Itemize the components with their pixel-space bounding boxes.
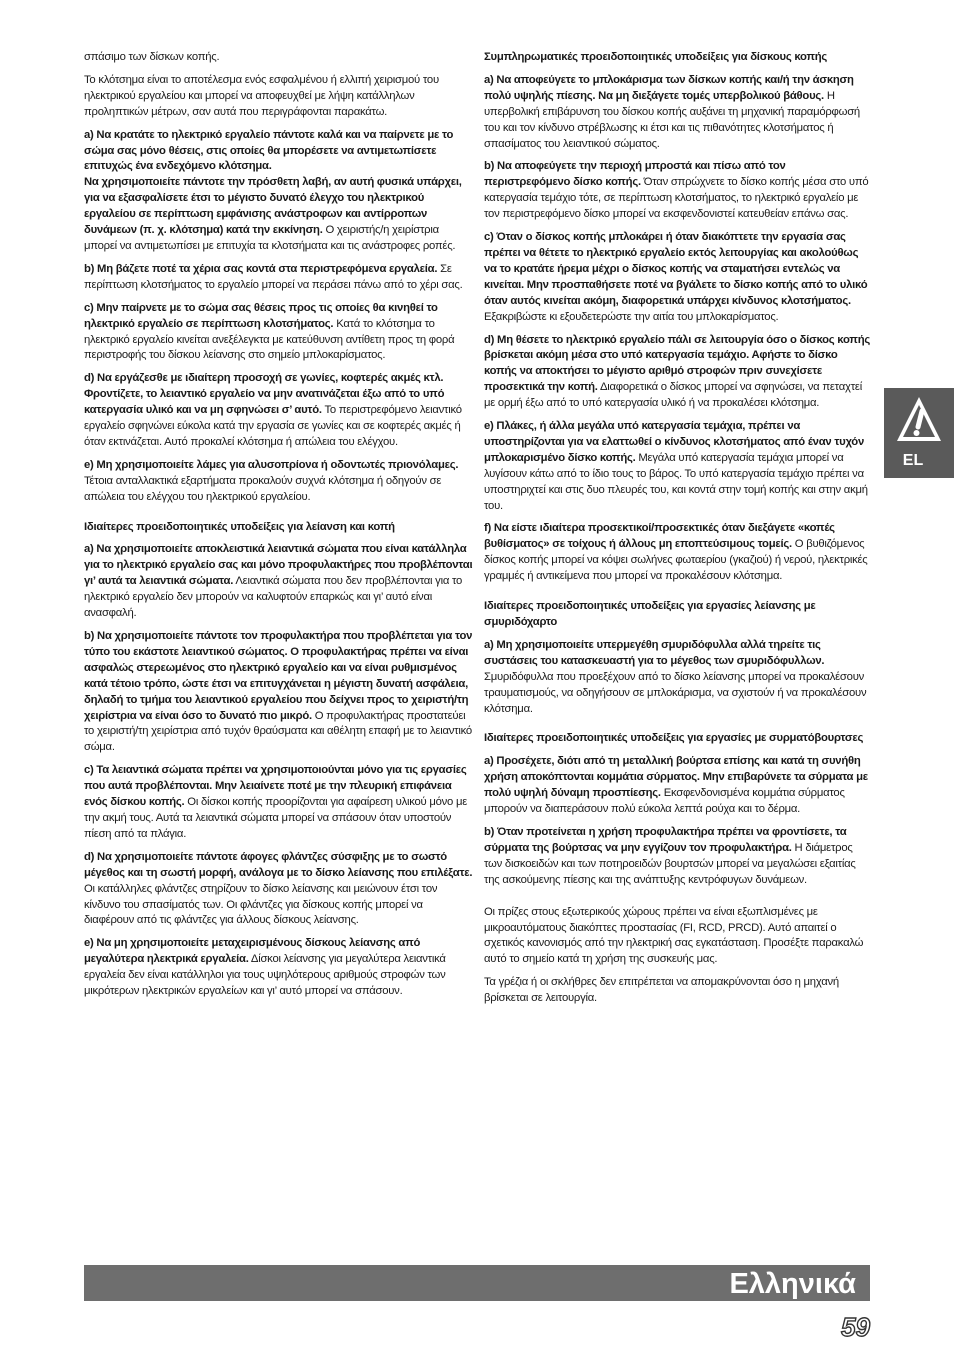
language-side-tab (884, 388, 954, 478)
kickback-item-d: d) Να εργάζεσθε με ιδιαίτερη προσοχή σε γωνίες, κοφτερές ακμές κτλ. Φροντίζετε, το λειαντικό εργαλείο να μην ανατινάζεται έξω από το υπό κατεργασία υλικό και να μη σφηνώσει σ’ αυτό. Το περιστρεφόμενο λειαντικό εργαλείο σφηνώνει εύκολα κατά την εργασία σε γωνίες και σε κοφτερές ακμές ή όταν εκτινάζεται. Αυτό προκαλεί κλότσημα ή απώλεια του ελέγχου. (84, 372, 462, 448)
footer-language-label: Ελληνικά (729, 1268, 856, 1300)
paragraph: Το κλότσημα είναι το αποτέλεσμα ενός εσφαλμένου ή ελλιπή χειρισμού του ηλεκτρικού εργαλείου και μπορεί να αποφευχθεί με λήψη κατάλληλων προληπτικών μέτρων, σαν αυτά που περιγράφονται παρακάτω. (84, 73, 439, 118)
kickback-item-a: a) Να κρατάτε το ηλεκτρικό εργαλείο πάντοτε καλά και να παίρνετε με το σώμα σας μόνο θέσεις, στις οποίες θα μπορέσετε να αντιμετωπίσετε επιτυχώς ένα ενδεχόμενο κλότσημα. Να χρησιμοποιείτε πάντοτε την πρόσθετη λαβή, αν αυτή φυσικά υπάρχει, για να εξασφαλίσετε έτσι το μέγιστο δυνατό έλεγχο του ηλεκτρικού εργαλείου σε περίπτωση εμφάνισης ανάστροφων και αντίρροπων δυνάμεων (π. χ. κλότσημα) κατά την εκκίνηση. Ο χειριστής/η χειρίστρια μπορεί να αντιμετωπίσει με επιτυχία τα κλοτσήματα και τις ανάστροφες ροπές. (84, 128, 462, 252)
grinding-item-b: b) Να χρησιμοποιείτε πάντοτε τον προφυλακτήρα που προβλέπεται για τον τύπο του εκάστοτε λειαντικού σώματος. Ο προφυλακτήρας πρέπει να είναι ασφαλώς στερεωμένος στο ηλεκτρικό εργαλείο και να είναι ρυθμισμένος κατά τέτοιο τρόπο, ώστε έτσι να επιτυγχάνεται η μέγιστη δυνατή ασφάλεια, δηλαδή το τμήμα του λειαντικού εργαλείου που δείχνει προς το χειριστή/τη χειρίστρια να είναι όσο το δυνατό πιο μικρό. Ο προφυλακτήρας προστατεύει το χειριστή/τη χειρίστρια από τυχόν θραύσματα και αθέλητη επαφή με το λειαντικό σώμα. (84, 630, 473, 754)
kickback-item-e: e) Μη χρησιμοποιείτε λάμες για αλυσοπρίονα ή οδοντωτές πριονόλαμες. Τέτοια ανταλλακτικά εξαρτήματα προκαλούν συχνά κλότσημα ή οδηγούν σε απώλεια του ελέγχου του ηλεκτρικού εργαλείου. (84, 458, 459, 503)
left-column (84, 50, 474, 1265)
cutting-item-d: d) Μη θέσετε το ηλεκτρικό εργαλείο πάλι σε λειτουργία όσο ο δίσκος κοπής βρίσκεται ακόμη μέσα στο υπό κατεργασία τεμάχιο. Αφήστε το δίσκο κοπής να αποκτήσει το μέγιστο αριθμό στροφών πριν συνεχίσετε προσεκτικά την κοπή. Διαφορετικά ο δίσκος μπορεί να σφηνώσει, να πεταχτεί με ορμή έξω από το υπό κατεργασία υλικό ή να προκαλέσει κλότσημα. (484, 333, 870, 410)
paragraph-chips: Τα γρέζια ή οι σκλήθρες δεν επιτρέπεται να απομακρύνονται όσο η μηχανή βρίσκεται σε λειτουργία. (484, 976, 839, 1005)
grinding-item-a: a) Να χρησιμοποιείτε αποκλειστικά λειαντικά σώματα που είναι κατάλληλα για το ηλεκτρικό εργαλείο σας και μόνο προφυλακτήρες που προβλέπονται γι’ αυτά τα λειαντικά σώματα. Λειαντικά σώματα που δεν προβλέπονται για το ηλεκτρικό εργαλείο δεν μπορούν να καλυφτούν επαρκώς και γι’ αυτό είναι ανασφαλή. (84, 543, 473, 620)
section-heading-wire-brush: Ιδιαίτερες προειδοποιητικές υποδείξεις για εργασίες με συρματόβουρτσες (484, 732, 864, 745)
right-column (484, 50, 872, 1265)
cutting-item-f: f) Να είστε ιδιαίτερα προσεκτικοί/προσεκτικές όταν διεξάγετε «κοπές βυθίσματος» σε τοίχους ή άλλους μη εποπτεύσιμους τομείς. Ο βυθιζόμενος δίσκος κοπής μπορεί να κόψει σωλήνες φωταερίου (γκαζιού) ή νερού, ηλεκτρικές γραμμές ή αντικείμενα που μπορεί να προκαλέσουν κλότσημα. (484, 522, 868, 583)
sanding-item-a: a) Μη χρησιμοποιείτε υπερμεγέθη σμυριδόφυλλα αλλά τηρείτε τις συστάσεις του κατασκευαστή για το μέγεθος των σμυριδόφυλλων. Σμυριδόφυλλα που προεξέχουν από το δίσκο λείανσης μπορεί να προκαλέσουν τραυματισμούς, να οδηγήσουν σε μπλοκάρισμα, να σχιστούν ή να προκαλέσουν κλότσημα. (484, 638, 867, 715)
brush-item-a: a) Προσέχετε, διότι από τη μεταλλική βούρτσα επίσης και κατά τη συνήθη χρήση αποκόπτονται κομμάτια σύρματος. Μην επιβαρύνετε τα σύρματα με πολύ υψηλή δύναμη προσπίεσης. Εκσφενδονισμένα κομμάτια σύρματος μπορούν να διαπεράσουν πολύ εύκολα λεπτά ρούχα και το δέρμα. (484, 755, 868, 816)
grinding-item-d: d) Να χρησιμοποιείτε πάντοτε άφογες φλάντζες σύσφιξης με το σωστό μέγεθος και τη σωστή μορφή, ανάλογα με το δίσκο λείανσης που επιλέξατε. Οι κατάλληλες φλάντζες στηρίζουν το δίσκο λείανσης και μειώνουν έτσι τον κίνδυνο του σπασίματός των. Οι φλάντζες για δίσκους κοπής μπορεί να διαφέρουν από τις φλάντζες για άλλους δίσκους λείανσης. (84, 850, 473, 927)
paragraph-outdoor-sockets: Οι πρίζες στους εξωτερικούς χώρους πρέπει να είναι εξωπλισμένες με μικροαυτόματους διακόπτες προστασίας (FI, RCD, PRCD). Αυτό απαιτεί ο σχετικός κανονισμός από την ηλεκτρική σας εγκατάσταση. Προσέξτε παρακαλώ αυτό το σημείο κατά τη χρήση της συσκευής μας. (484, 905, 864, 966)
warning-triangle-icon (894, 394, 944, 446)
page-number: 59 (841, 1312, 870, 1342)
footer-bar (84, 1265, 870, 1301)
cutting-item-b: b) Να αποφεύγετε την περιοχή μπροστά και πίσω από τον περιστρεφόμενο δίσκο κοπής. Όταν σπρώχνετε το δίσκο κοπής μέσα στο υπό κατεργασία τεμάχιο τότε, σε περίπτωση κλοτσήματος, το ηλεκτρικό εργαλείο με τον περιστρεφόμενο δίσκο μπορεί να εκσφενδονιστεί κατευθείαν επάνω σας. (484, 160, 869, 221)
kickback-item-b: b) Μη βάζετε ποτέ τα χέρια σας κοντά στα περιστρεφόμενα εργαλεία. Σε περίπτωση κλοτσήματος το εργαλείο μπορεί να περάσει πάνω από το χέρι σας. (84, 262, 463, 291)
paragraph: σπάσιμο των δίσκων κοπής. (84, 51, 220, 63)
brush-item-b: b) Όταν προτείνεται η χρήση προφυλακτήρα πρέπει να φροντίσετε, τα σύρματα της βούρτσας να μην εγγίζουν τον προφυλακτήρα. Η διάμετρος των δισκοειδών και των ποτηροειδών βουρτσών μπορεί να μεγαλώσει εξαιτίας της ασκούμενης πίεσης και της ανάπτυξης κεντρόφυγων δυνάμεων. (484, 825, 856, 886)
cutting-item-a: a) Να αποφεύγετε το μπλοκάρισμα των δίσκων κοπής και/ή την άσκηση πολύ υψηλής πίεσης. Να μη διεξάγετε τομές υπερβολικού βάθους. Η υπερβολική επιβάρυνση του δίσκου κοπής αυξάνει τη μηχανική παραμόρφωσή του και τον κίνδυνο στρέβλωσης κι έτσι και τις πιθανότητες κλοτσήματος ή σπασίματος του λειαντικού σώματος. (484, 73, 860, 150)
language-code: EL (902, 452, 924, 469)
section-heading-cutting: Συμπληρωματικές προειδοποιητικές υποδείξεις για δίσκους κοπής (484, 51, 828, 63)
section-heading-sanding: Ιδιαίτερες προειδοποιητικές υποδείξεις για εργασίες λείανσης με σμυριδόχαρτο (484, 600, 816, 628)
grinding-item-e: e) Να μη χρησιμοποιείτε μεταχειρισμένους δίσκους λείανσης από μεγαλύτερα ηλεκτρικά εργαλεία. Δίσκοι λείανσης για μεγαλύτερα λειαντικά εργαλεία δεν είναι κατάλληλοι για τους υψηλότερους αριθμούς στροφών των μικρότερων ηλεκτρικών εργαλείων και γι’ αυτό μπορεί να σπάσουν. (84, 937, 446, 998)
grinding-item-c: c) Τα λειαντικά σώματα πρέπει να χρησιμοποιούνται μόνο για τις εργασίες που αυτά προβλέπονται. Μην λειαίνετε ποτέ με την πλευρική επιφάνεια ενός δίσκου κοπής. Οι δίσκοι κοπής προορίζονται για αφαίρεση υλικού μόνο με την ακμή τους. Αυτά τα λειαντικά σώματα μπορεί να σπάσουν όταν υποστούν πίεση από τα πλάγια. (84, 764, 468, 840)
kickback-item-c: c) Μην παίρνετε με το σώμα σας θέσεις προς τις οποίες θα κινηθεί το ηλεκτρικό εργαλείο σε περίπτωση κλοτσήματος. Κατά το κλότσημα το ηλεκτρικό εργαλείο κινείται ανεξέλεγκτα με κατεύθυνση αντίθετη προς τη φορά περιστροφής του δίσκου λείανσης στο σημείο μπλοκαρίσματος. (84, 301, 455, 362)
cutting-item-c: c) Όταν ο δίσκος κοπής μπλοκάρει ή όταν διακόπτετε την εργασία σας πρέπει να θέτετε το ηλεκτρικό εργαλείο εκτός λειτουργίας και ακολούθως να το κρατάτε ήρεμα μέχρι ο δίσκος κοπής να σταματήσει εντελώς να κινείται. Μην προσπαθήσετε ποτέ να βγάλετε το δίσκο κοπής από το υλικό όταν αυτός κινείται ακόμη, διαφορετικά υπάρχει κίνδυνος κλοτσήματος. Εξακριβώστε κι εξουδετερώστε την αιτία του μπλοκαρίσματος. (484, 231, 868, 323)
cutting-item-e: e) Πλάκες, ή άλλα μεγάλα υπό κατεργασία τεμάχια, πρέπει να υποστηρίζονται για να ελαττωθεί ο κίνδυνος κλοτσήματος από έναν τυχόν μπλοκαρισμένο δίσκο κοπής. Μεγάλα υπό κατεργασία τεμάχια μπορεί να λυγίσουν κάτω από το ίδιο τους το βάρος. Το υπό κατεργασία τεμάχιο πρέπει να υποστηριχτεί και στις δυο πλευρές του, και κοντά στην τομή κοπής και στην ακμή του. (484, 420, 868, 512)
section-heading-grinding: Ιδιαίτερες προειδοποιητικές υποδείξεις για λείανση και κοπή (84, 520, 395, 533)
